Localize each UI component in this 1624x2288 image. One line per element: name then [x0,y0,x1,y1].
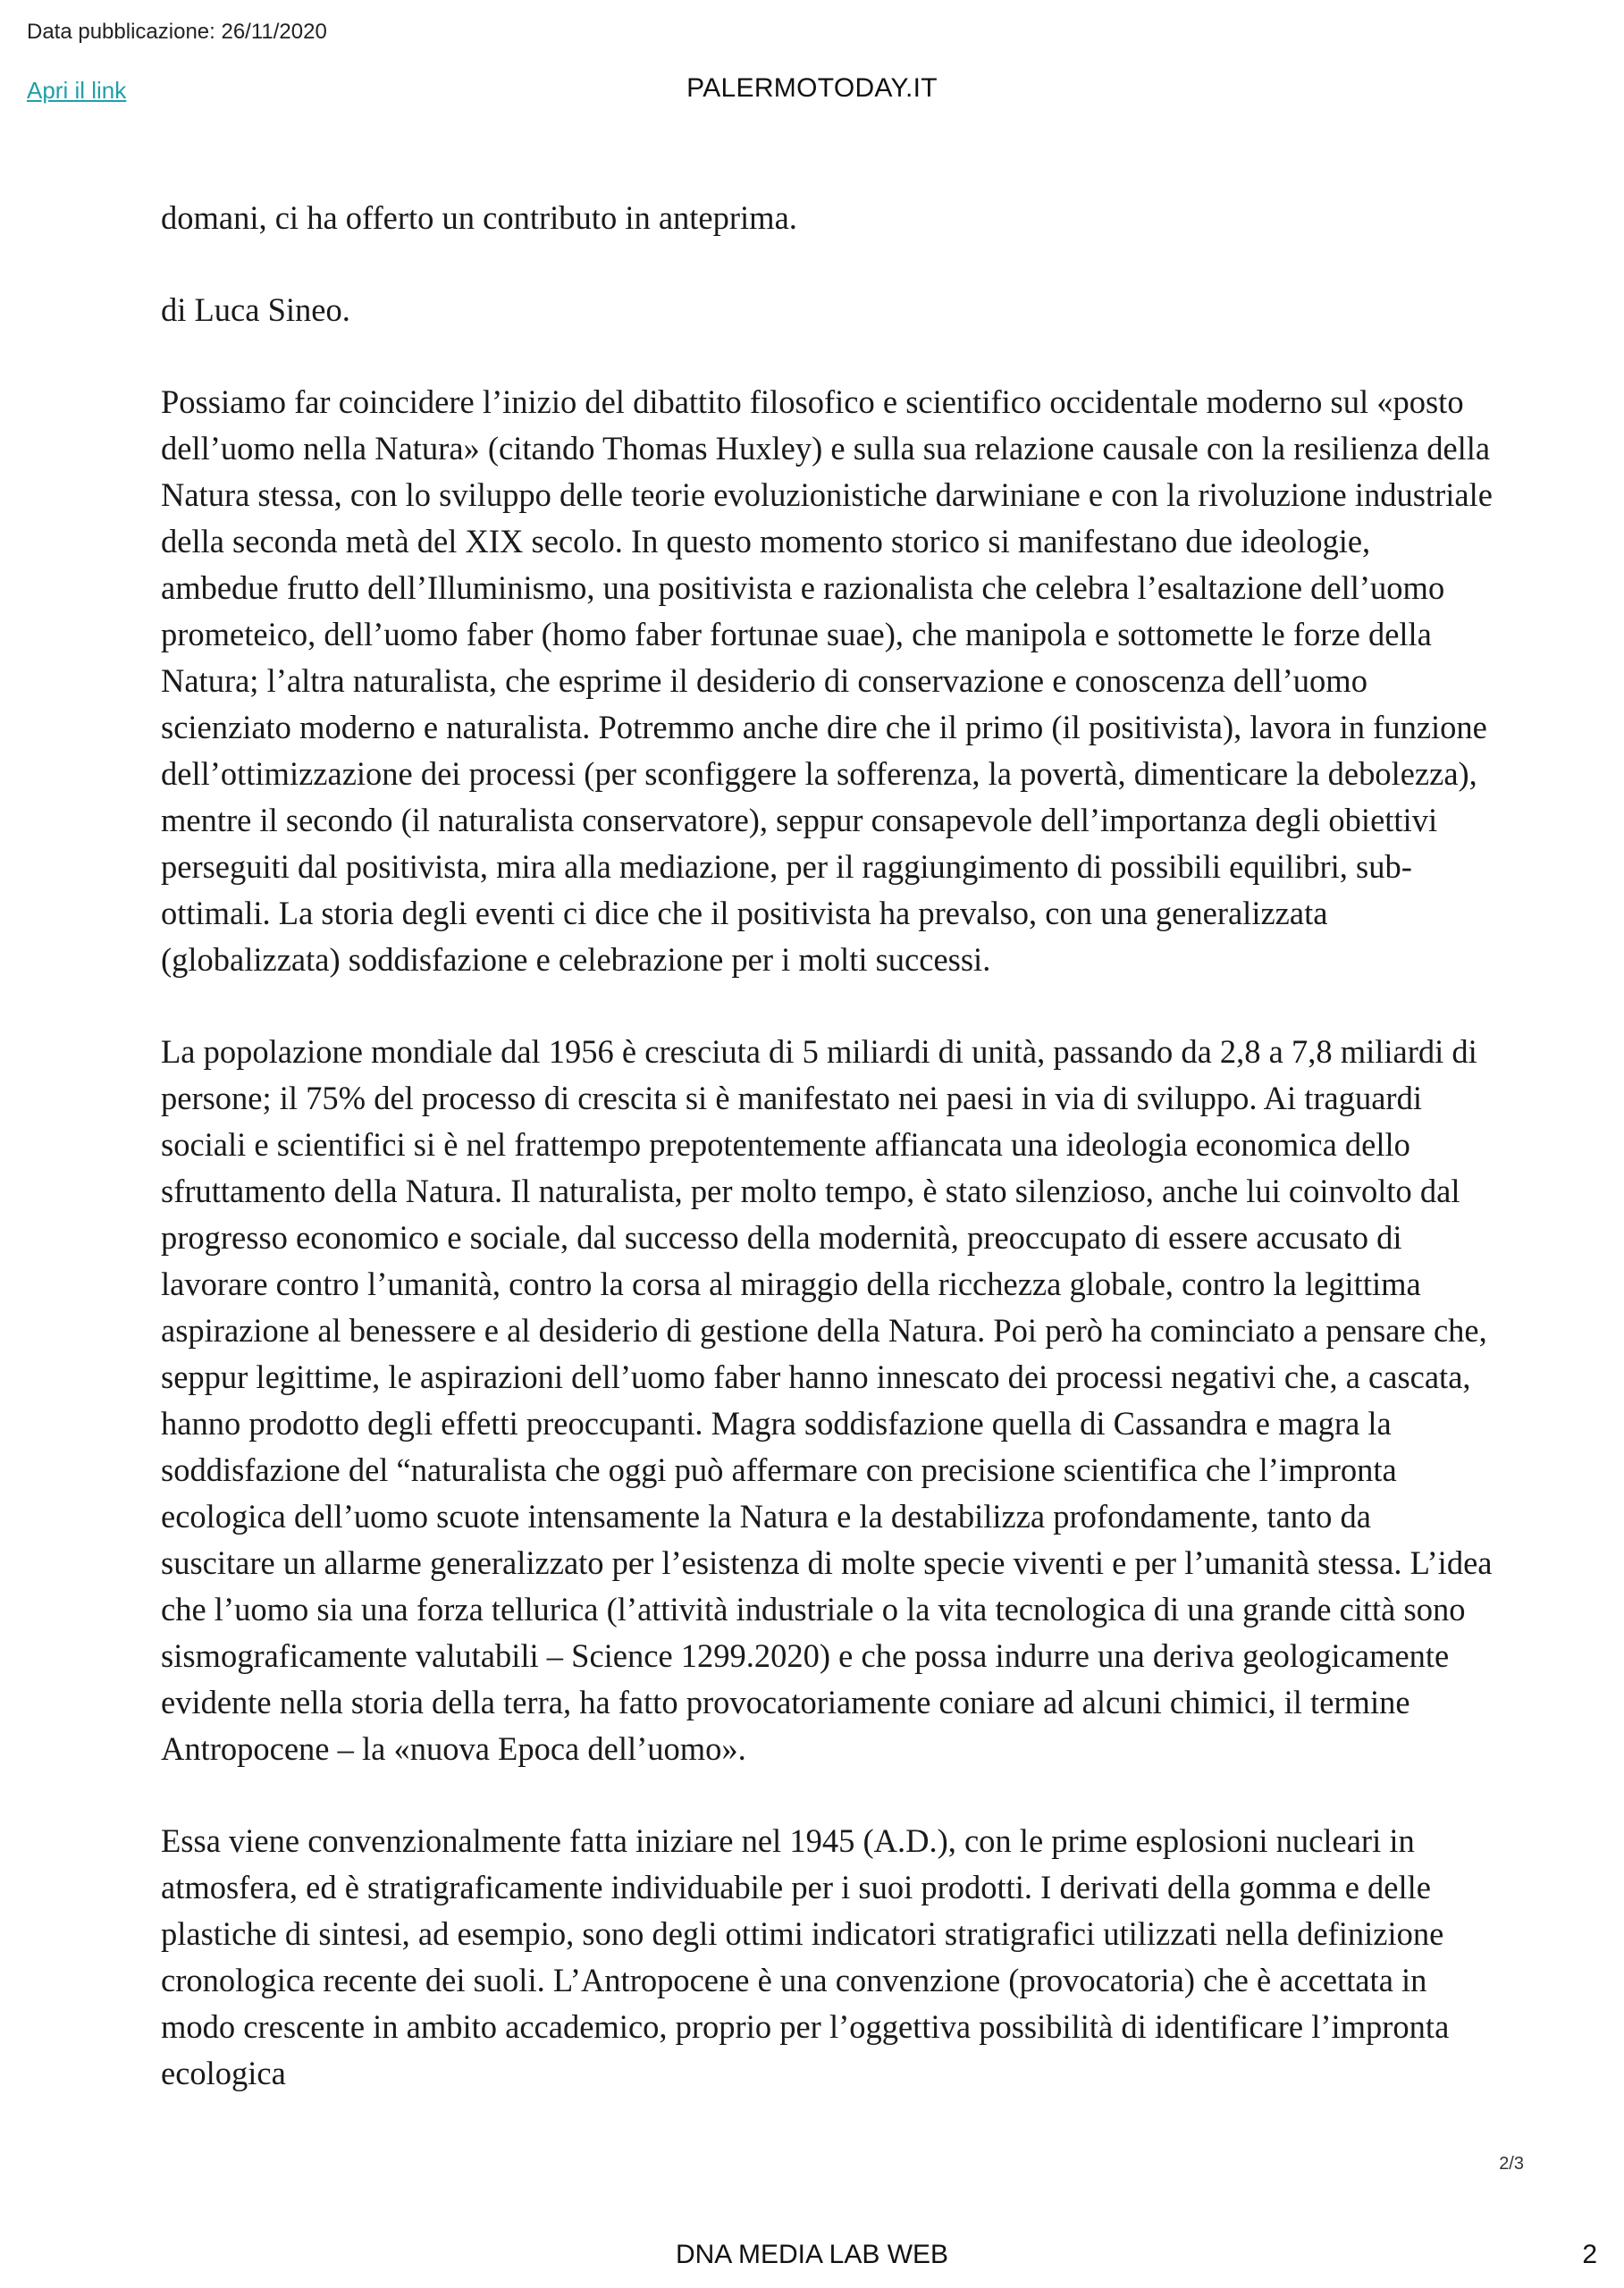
article-paragraph: domani, ci ha offerto un contributo in anteprima. [161,199,797,236]
site-name: PALERMOTODAY.IT [686,73,938,103]
article-author: di Luca Sineo. [161,291,350,328]
article-paragraph: Possiamo far coincidere l’inizio del dibattito filosofico e scientifico occidentale moderno sul «posto dell’uomo nella Natura» (citando Thomas Huxley) e sulla sua relazione causale con la resilienza della Natura stessa, con lo sviluppo delle teorie evoluzionistiche darwiniane e con la rivoluzione industriale della seconda metà del XIX secolo. In questo momento storico si manifestano due ideologie, ambedue frutto dell’Illuminismo, una positivista e razionalista che celebra l’esaltazione dell’uomo prometeico, dell’uomo faber (homo faber fortunae suae), che manipola e sottomette le forze della Natura; l’altra naturalista, che esprime il desiderio di conservazione e conoscenza dell’uomo scienziato moderno e naturalista. Potremmo anche dire che il primo (il positivista), lavora in funzione dell’ottimizzazione dei processi (per sconfiggere la sofferenza, la povertà, dimenticare la debolezza), mentre il secondo (il naturalista conservatore), seppur consapevole dell’importanza degli obiettivi perseguiti dal positivista, mira alla mediazione, per il raggiungimento di possibili equilibri, sub-ottimali. La storia degli eventi ci dice che il positivista ha prevalso, con una generalizzata (globalizzata) soddisfazione e celebrazione per i molti successi. [161,383,1493,978]
article-body [161,195,1493,2142]
open-link[interactable]: Apri il link [27,77,127,104]
footer-label: DNA MEDIA LAB WEB [675,2240,949,2269]
page-counter: 2/3 [1499,2154,1524,2174]
footer-page-number: 2 [1582,2240,1597,2269]
article-paragraph: Essa viene convenzionalmente fatta iniziare nel 1945 (A.D.), con le prime esplosioni nucleari in atmosfera, ed è stratigraficamente individuabile per i suoi prodotti. I derivati della gomma e delle plastiche di sintesi, ad esempio, sono degli ottimi indicatori stratigrafici utilizzati nella definizione cronologica recente dei suoli. L’Antropocene è una convenzione (provocatoria) che è accettata in modo crescente in ambito accademico, proprio per l’oggettiva possibilità di identificare l’impronta ecologica [161,1822,1450,2091]
article-paragraph: La popolazione mondiale dal 1956 è cresciuta di 5 miliardi di unità, passando da 2,8 a 7,8 miliardi di persone; il 75% del processo di crescita si è manifestato nei paesi in via di sviluppo. Ai traguardi sociali e scientifici si è nel frattempo prepotentemente affiancata una ideologia economica dello sfruttamento della Natura. Il naturalista, per molto tempo, è stato silenzioso, anche lui coinvolto dal progresso economico e sociale, dal successo della modernità, preoccupato di essere accusato di lavorare contro l’umanità, contro la corsa al miraggio della ricchezza globale, contro la legittima aspirazione al benessere e al desiderio di gestione della Natura. Poi però ha cominciato a pensare che, seppur legittime, le aspirazioni dell’uomo faber hanno innescato dei processi negativi che, a cascata, hanno prodotto degli effetti preoccupanti. Magra soddisfazione quella di Cassandra e magra la soddisfazione del “naturalista che oggi può affermare con precisione scientifica che l’impronta ecologica dell’uomo scuote intensamente la Natura e la destabilizza profondamente, tanto da suscitare un allarme generalizzato per l’esistenza di molte specie viventi e per l’umanità stessa. L’idea che l’uomo sia una forza tellurica (l’attività industriale o la vita tecnologica di una grande città sono sismograficamente valutabili – Science 1299.2020) e che possa indurre una deriva geologicamente evidente nella storia della terra, ha fatto provocatoriamente coniare ad alcuni chimici, il termine Antropocene – la «nuova Epoca dell’uomo». [161,1033,1493,1767]
publication-date: Data pubblicazione: 26/11/2020 [27,20,327,44]
